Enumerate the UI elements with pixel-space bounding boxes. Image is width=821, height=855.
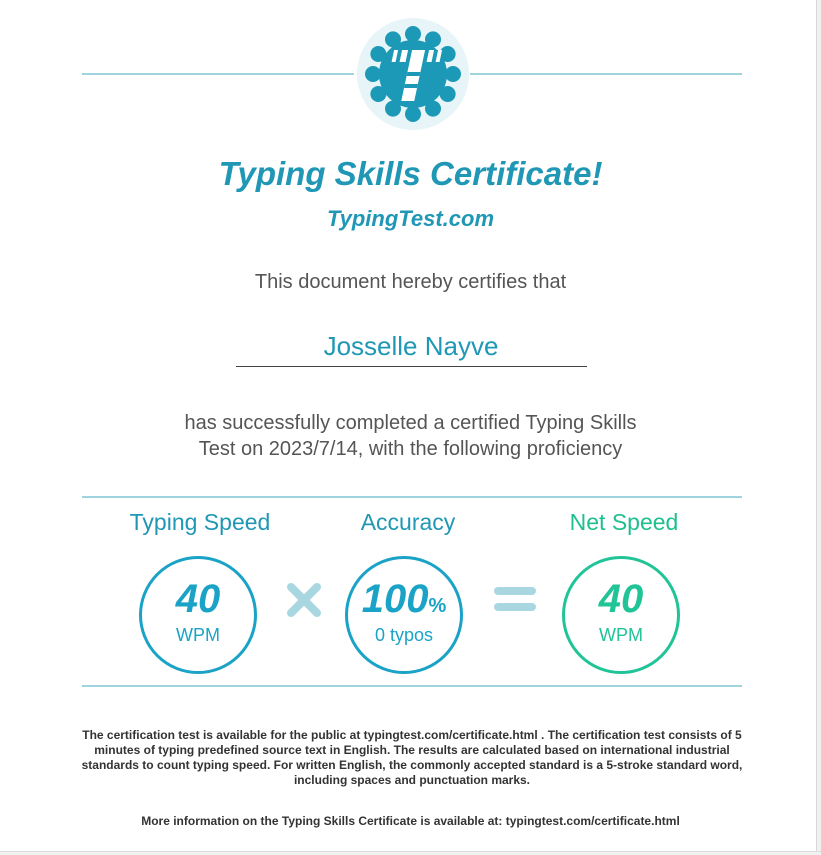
net-speed-value: 40 xyxy=(598,577,644,621)
page-edge-bottom xyxy=(0,851,821,855)
certification-description: The certification test is available for the public at typingtest.com/certificate.html . The certification test consists of 5 minutes of typing predefined source text in English. The results are calculated based on international industrial standards to count typing speed. For written English, the commonly accepted standard is a 5-stroke standard word, including spaces and punctuation marks. xyxy=(81,728,743,787)
net-speed-label: Net Speed xyxy=(569,509,679,535)
typing-speed-label: Typing Speed xyxy=(129,509,271,535)
completion-statement xyxy=(0,410,821,462)
stats-rule-top xyxy=(82,496,742,498)
accuracy-typos: 0 typos xyxy=(374,625,434,645)
equals-icon xyxy=(494,584,536,614)
typing-speed-circle xyxy=(139,556,257,674)
accuracy-circle xyxy=(345,556,463,674)
certifies-text: This document hereby certifies that xyxy=(254,271,567,293)
accuracy-label: Accuracy xyxy=(360,509,456,535)
site-name: TypingTest.com xyxy=(326,206,495,231)
typingtest-logo-icon xyxy=(357,18,469,130)
net-speed-circle xyxy=(562,556,680,674)
certificate-title: Typing Skills Certificate! xyxy=(218,155,603,192)
typing-speed-value: 40 xyxy=(175,577,221,621)
net-speed-unit: WPM xyxy=(599,625,643,645)
header-rule-left xyxy=(82,73,354,75)
typing-speed-unit: WPM xyxy=(176,625,220,645)
accuracy-value: 100 xyxy=(361,577,429,621)
recipient-name: Josselle Nayve xyxy=(323,331,499,361)
completion-line-2: Test on 2023/7/14, with the following proficiency xyxy=(198,438,623,460)
times-icon xyxy=(283,579,325,621)
header-rule-right xyxy=(470,73,742,75)
completion-line-1: has successfully completed a certified Typing Skills xyxy=(184,412,637,434)
stats-rule-bottom xyxy=(82,685,742,687)
accuracy-value-wrap xyxy=(348,577,460,628)
more-info-text: More information on the Typing Skills Certificate is available at: typingtest.com/certificate.html xyxy=(141,814,680,828)
accuracy-percent-sign: % xyxy=(428,595,447,617)
name-underline xyxy=(236,366,587,367)
